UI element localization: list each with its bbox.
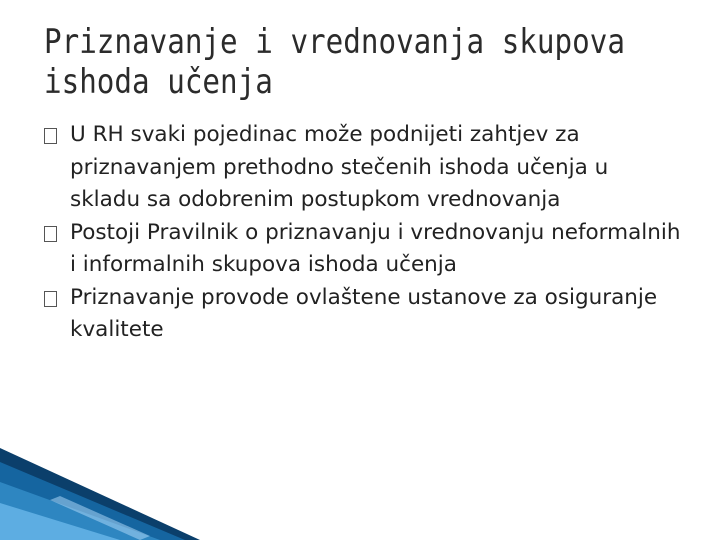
bullet-item [44,282,684,347]
bullet-item [44,119,684,217]
bullet-list [44,119,684,347]
slide-title-line-1: Priznavanje i vrednovanja skupova [44,22,625,62]
square-bullet-icon [44,226,57,242]
bullet-item [44,217,684,282]
bullet-text: Postoji Pravilnik o priznavanju i vrednovanju neformalnih i informalnih skupova ishoda učenja [70,219,681,277]
square-bullet-icon [44,128,57,144]
square-bullet-icon [44,291,57,307]
bullet-text: Priznavanje provode ovlaštene ustanove za osiguranje kvalitete [70,284,658,342]
decorative-wave-graphic [0,448,200,540]
slide-title [44,22,625,102]
bullet-text: U RH svaki pojedinac može podnijeti zahtjev za priznavanjem prethodno stečenih ishoda učenja u skladu sa odobrenim postupkom vrednovanja [70,122,609,212]
slide-title-line-2: ishoda učenja [44,62,273,102]
